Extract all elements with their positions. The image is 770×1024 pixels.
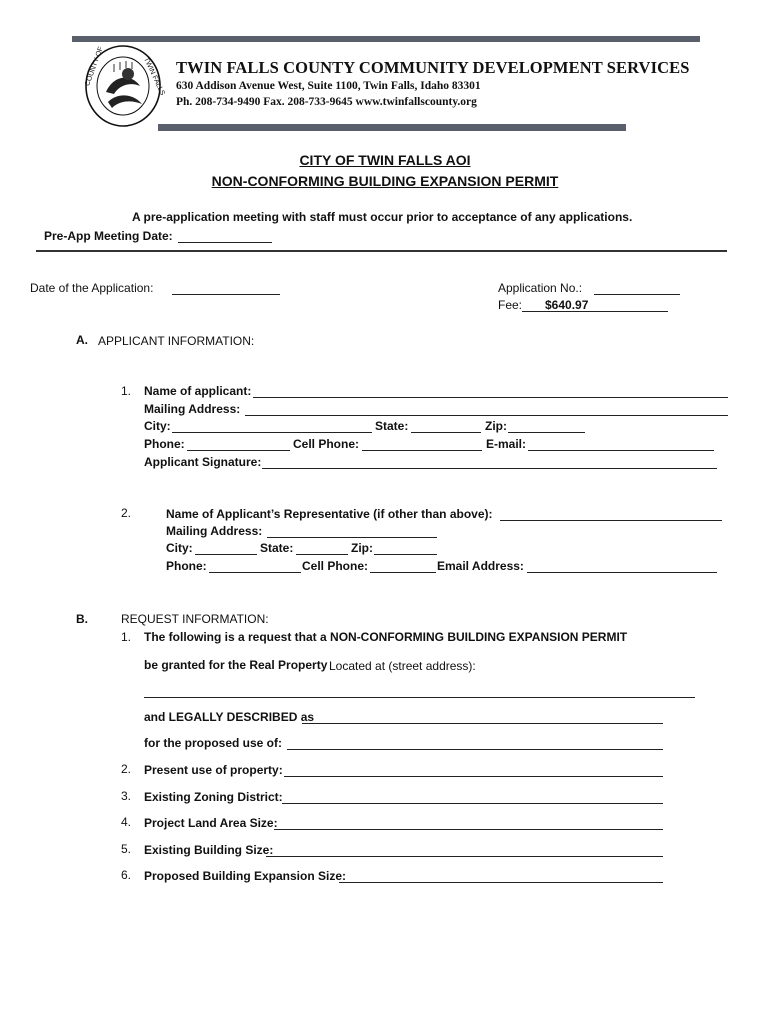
mailing-address-label: Mailing Address: [144, 402, 241, 416]
rep-mailing-label: Mailing Address: [166, 524, 263, 538]
header-bottom-bar [158, 124, 626, 131]
header-top-bar [72, 36, 700, 42]
land-area-field[interactable] [274, 816, 663, 830]
rep-state-field[interactable] [296, 541, 348, 555]
fee-field [522, 298, 668, 312]
zip-label: Zip: [485, 419, 507, 433]
org-name: TWIN FALLS COUNTY COMMUNITY DEVELOPMENT SERVICES [176, 58, 690, 77]
legal-description-field[interactable] [302, 710, 663, 724]
proposed-use-field[interactable] [287, 736, 663, 750]
b1-text2b: Located at (street address): [329, 659, 476, 673]
section-divider [36, 250, 727, 252]
title-line-1: CITY OF TWIN FALLS AOI [299, 152, 471, 168]
legal-description-label: and LEGALLY DESCRIBED as [144, 710, 315, 724]
state-field[interactable] [411, 419, 481, 433]
section-a-heading: APPLICANT INFORMATION: [98, 334, 255, 348]
cell-phone-field[interactable] [362, 437, 482, 451]
fee-value: $640.97 [545, 298, 589, 312]
rep-cell-label: Cell Phone: [302, 559, 369, 573]
rep-email-label: Email Address: [437, 559, 524, 573]
rep-phone-label: Phone: [166, 559, 207, 573]
a1-number: 1. [121, 384, 132, 398]
rep-state-label: State: [260, 541, 294, 555]
rep-zip-label: Zip: [351, 541, 373, 555]
rep-city-label: City: [166, 541, 193, 555]
state-label: State: [375, 419, 409, 433]
date-of-application-field[interactable] [172, 281, 280, 295]
email-field[interactable] [528, 437, 714, 451]
date-of-application-label: Date of the Application: [30, 281, 154, 295]
pre-app-date-field[interactable] [178, 229, 272, 243]
fee-label: Fee: [498, 298, 523, 312]
rep-mailing-field[interactable] [267, 524, 437, 538]
seal-text-right: TWIN FALLS [142, 56, 166, 97]
pre-app-date-label: Pre-App Meeting Date: [44, 229, 173, 243]
org-address: 630 Addison Avenue West, Suite 1100, Twin Falls, Idaho 83301 [176, 80, 481, 92]
expansion-size-field[interactable] [339, 869, 663, 883]
applicant-signature-label: Applicant Signature: [144, 455, 262, 469]
cell-phone-label: Cell Phone: [293, 437, 360, 451]
section-b-heading: REQUEST INFORMATION: [121, 612, 269, 626]
section-b-letter: B. [76, 612, 88, 626]
b4-number: 4. [121, 815, 132, 829]
pre-app-notice: A pre-application meeting with staff must occur prior to acceptance of any applications. [132, 210, 633, 224]
land-area-label: Project Land Area Size: [144, 816, 278, 830]
b6-number: 6. [121, 868, 132, 882]
city-field[interactable] [172, 419, 372, 433]
b3-number: 3. [121, 789, 132, 803]
application-no-label: Application No.: [498, 281, 583, 295]
building-size-label: Existing Building Size: [144, 843, 274, 857]
rep-email-field[interactable] [527, 559, 717, 573]
b1-text2a: be granted for the Real Property [144, 658, 328, 672]
zoning-district-field[interactable] [282, 790, 663, 804]
rep-cell-field[interactable] [370, 559, 436, 573]
b2-number: 2. [121, 762, 132, 776]
a2-number: 2. [121, 506, 132, 520]
expansion-size-label: Proposed Building Expansion Size: [144, 869, 347, 883]
present-use-field[interactable] [284, 763, 663, 777]
title-line-2: NON-CONFORMING BUILDING EXPANSION PERMIT [211, 173, 559, 189]
rep-zip-field[interactable] [374, 541, 437, 555]
seal-text-left: COUNTY OF [84, 46, 105, 88]
b1-number: 1. [121, 630, 132, 644]
section-a-letter: A. [76, 333, 88, 347]
representative-label: Name of Applicant’s Representative (if other than above): [166, 507, 493, 521]
zoning-district-label: Existing Zoning District: [144, 790, 283, 804]
street-address-field[interactable] [144, 684, 695, 698]
org-contact: Ph. 208-734-9490 Fax. 208-733-9645 www.twinfallscounty.org [176, 96, 477, 108]
mailing-address-field[interactable] [245, 402, 728, 416]
proposed-use-label: for the proposed use of: [144, 736, 282, 750]
city-label: City: [144, 419, 171, 433]
present-use-label: Present use of property: [144, 763, 283, 777]
phone-label: Phone: [144, 437, 185, 451]
applicant-signature-field[interactable] [262, 455, 717, 469]
rep-city-field[interactable] [195, 541, 257, 555]
representative-field[interactable] [500, 507, 722, 521]
applicant-name-label: Name of applicant: [144, 384, 252, 398]
rep-phone-field[interactable] [209, 559, 301, 573]
b5-number: 5. [121, 842, 132, 856]
phone-field[interactable] [187, 437, 290, 451]
email-label: E-mail: [486, 437, 527, 451]
zip-field[interactable] [508, 419, 585, 433]
county-seal-logo [84, 44, 166, 128]
b1-text: The following is a request that a NON-CONFORMING BUILDING EXPANSION PERMIT [144, 630, 628, 644]
application-no-field[interactable] [594, 281, 680, 295]
building-size-field[interactable] [266, 843, 663, 857]
applicant-name-field[interactable] [253, 384, 728, 398]
